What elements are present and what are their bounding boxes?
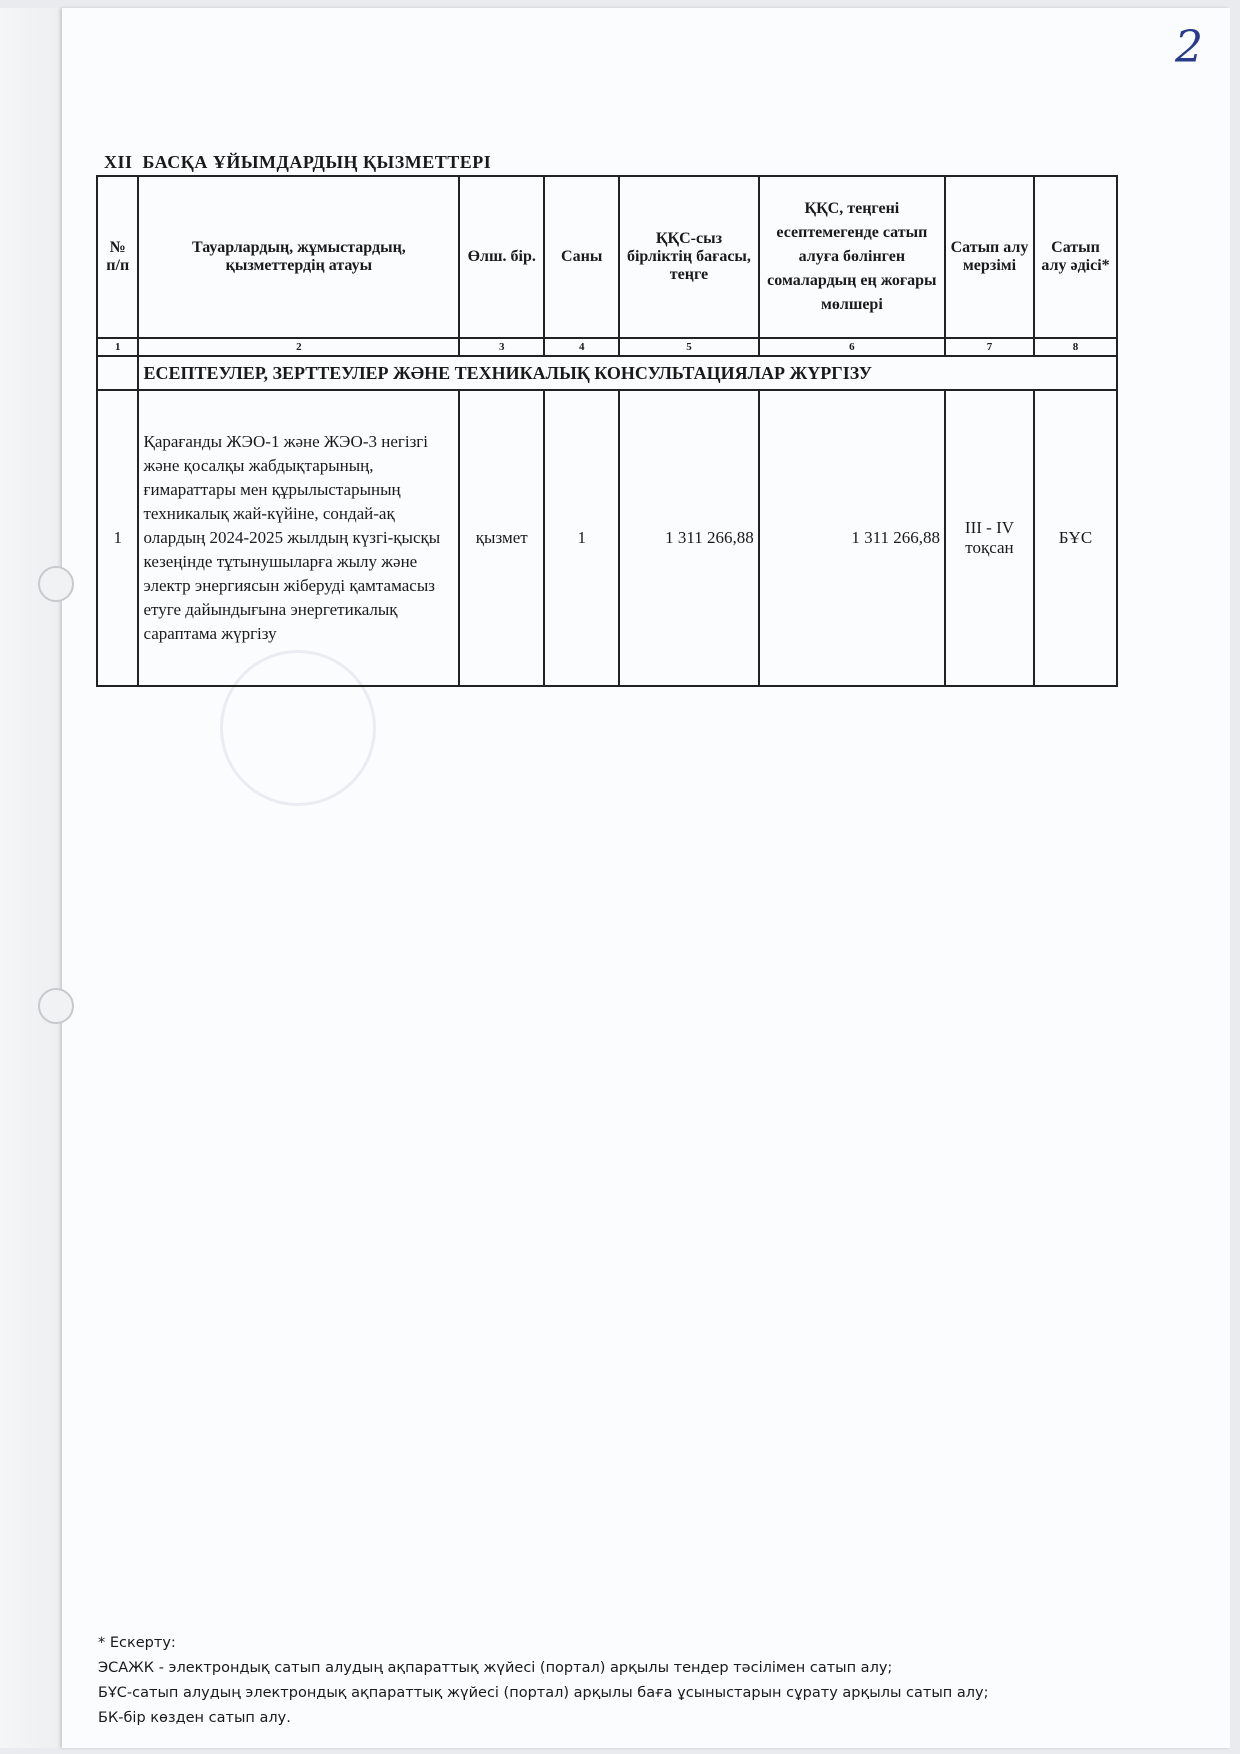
- header-name: Тауарлардың, жұмыстардың, қызметтердің атауы: [138, 176, 459, 338]
- header-unit: Өлш. бір.: [459, 176, 544, 338]
- row-method: БҰС: [1034, 390, 1117, 686]
- footnote-line: ЭСАЖК - электрондық сатып алудың ақпараттық жүйесі (портал) арқылы тендер тәсілімен сатып алу;: [98, 1660, 893, 1676]
- column-number-row: [97, 338, 1117, 356]
- footnote: [98, 1631, 988, 1731]
- row-period: III - IV тоқсан: [945, 390, 1034, 686]
- category-row: [97, 356, 1117, 390]
- section-number: XII: [104, 152, 133, 172]
- footnote-line: БК-бір көзден сатып алу.: [98, 1710, 291, 1726]
- header-no: № п/п: [97, 176, 138, 338]
- column-number: 7: [945, 338, 1034, 356]
- column-number: 3: [459, 338, 544, 356]
- column-number: 2: [138, 338, 459, 356]
- column-number: 8: [1034, 338, 1117, 356]
- row-unit-price: 1 311 266,88: [619, 390, 759, 686]
- header-period: Сатып алу мерзімі: [945, 176, 1034, 338]
- column-number: 6: [759, 338, 945, 356]
- table-row: [97, 390, 1117, 686]
- row-max-amount: 1 311 266,88: [759, 390, 945, 686]
- column-number: 5: [619, 338, 759, 356]
- punch-hole-lower: [38, 988, 74, 1024]
- header-method: Сатып алу әдісі*: [1034, 176, 1117, 338]
- header-row: [97, 176, 1117, 338]
- column-number: 4: [544, 338, 619, 356]
- row-no: 1: [97, 390, 138, 686]
- category-blank-cell: [97, 356, 138, 390]
- page-edge: [0, 8, 62, 1748]
- section-title: [104, 152, 491, 173]
- row-unit: қызмет: [459, 390, 544, 686]
- row-name: Қарағанды ЖЭО-1 және ЖЭО-3 негізгі және қосалқы жабдықтарының, ғимараттары мен құрылыстарының техникалық жай-күйіне, сондай-ақ олардың 2024-2025 жылдың күзгі-қысқы кезеңінде тұтынушыларға жылу және электр энергиясын жіберуді қамтамасыз етуге дайындығына энергетикалық сараптама жүргізу: [138, 390, 459, 686]
- row-qty: 1: [544, 390, 619, 686]
- header-qty: Саны: [544, 176, 619, 338]
- header-unit-price: ҚҚС-сыз бірліктің бағасы, теңге: [619, 176, 759, 338]
- punch-hole-upper: [38, 566, 74, 602]
- section-name: БАСҚА ҰЙЫМДАРДЫҢ ҚЫЗМЕТТЕРІ: [142, 152, 492, 172]
- handwritten-page-number: 2: [1175, 22, 1203, 73]
- column-number: 1: [97, 338, 138, 356]
- footnote-title: * Ескерту:: [98, 1635, 176, 1651]
- footnote-line: БҰС-сатып алудың электрондық ақпараттық жүйесі (портал) арқылы баға ұсыныстарын сұрату арқылы сатып алу;: [98, 1685, 989, 1701]
- procurement-table: [96, 175, 1118, 687]
- category-title: ЕСЕПТЕУЛЕР, ЗЕРТТЕУЛЕР ЖӘНЕ ТЕХНИКАЛЫҚ КОНСУЛЬТАЦИЯЛАР ЖҮРГІЗУ: [138, 356, 1117, 390]
- header-max-amount: ҚҚС, теңгені есептемегенде сатып алуға бөлінген сомалардың ең жоғары мөлшері: [759, 176, 945, 338]
